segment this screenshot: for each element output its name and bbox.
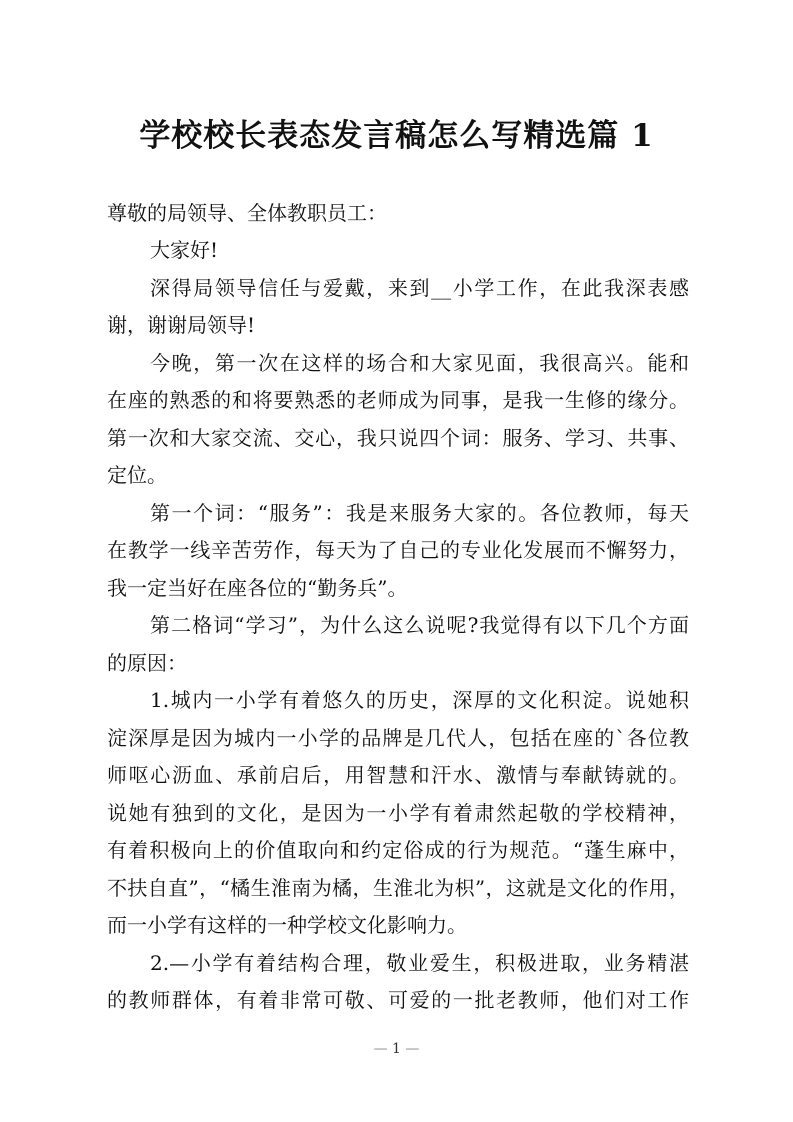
text-line: 不扶自直”，“橘生淮南为橘，生淮北为枳”，这就是文化的作用，: [107, 876, 689, 900]
text-line: 谢，谢谢局领导!: [107, 313, 256, 337]
text-line: 淀深厚是因为城内一小学的品牌是几代人，包括在座的`各位教: [107, 726, 689, 750]
text-line: 而一小学有这样的一种学校文化影响力。: [107, 913, 467, 937]
page-footer: [0, 1039, 793, 1059]
text-line: 有着积极向上的价值取向和约定俗成的行为规范。“蓬生麻中，: [107, 838, 689, 862]
text-line: 第一次和大家交流、交心，我只说四个词：服务、学习、共事、: [107, 426, 689, 450]
text-line: 我一定当好在座各位的“勤务兵”。: [107, 576, 408, 600]
text-line: 在座的熟悉的和将要熟悉的老师成为同事，是我一生修的缘分。: [107, 388, 689, 412]
text-line: 师呕心沥血、承前启后，用智慧和汗水、激情与奉献铸就的。: [107, 763, 689, 787]
text-line: 的原因：: [107, 651, 187, 675]
text-line: 第二格词“学习”，为什么这么说呢?我觉得有以下几个方面: [150, 613, 689, 637]
text-line: 定位。: [107, 463, 167, 487]
text-line: 大家好!: [150, 238, 219, 262]
text-line: 第一个词：“服务”：我是来服务大家的。各位教师，每天: [150, 501, 689, 525]
text-line: 1.城内一小学有着悠久的历史，深厚的文化积淀。说她积: [150, 688, 689, 712]
footer-dash-right: —: [405, 1041, 420, 1057]
text-line: 2.—小学有着结构合理，敬业爱生，积极进取，业务精湛: [150, 951, 689, 975]
text-line: 在教学一线辛苦劳作，每天为了自己的专业化发展而不懈努力，: [107, 538, 689, 562]
text-line: 尊敬的局领导、全体教职员工：: [107, 201, 387, 225]
text-line: 说她有独到的文化，是因为一小学有着肃然起敬的学校精神，: [107, 801, 689, 825]
page-number: 1: [392, 1041, 401, 1057]
text-line: 今晚，第一次在这样的场合和大家见面，我很高兴。能和: [150, 351, 689, 375]
document-title: 学校校长表态发言稿怎么写精选篇 1: [139, 118, 654, 154]
text-line: 深得局领导信任与爱戴，来到__小学工作，在此我深表感: [150, 276, 689, 300]
text-line: 的教师群体，有着非常可敬、可爱的一批老教师，他们对工作: [107, 988, 689, 1012]
footer-dash-left: —: [373, 1041, 388, 1057]
